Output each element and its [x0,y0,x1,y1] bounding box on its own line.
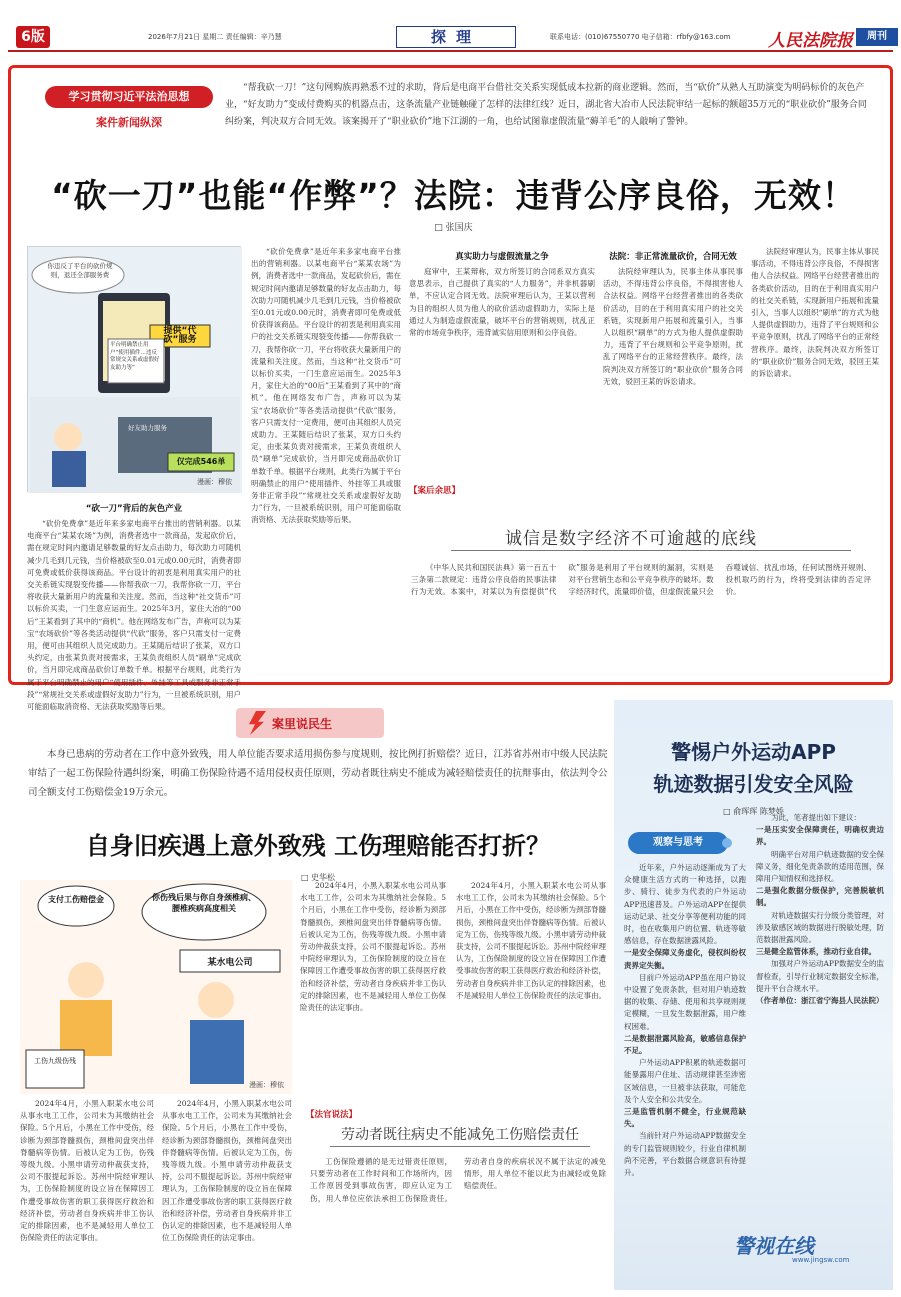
article-headline: “砍一刀”也能“作弊”？法院：违背公序良俗，无效！ [51,176,856,215]
section-body-1: “砍价免费拿”是近年来多家电商平台推出的营销利器。以某电商平台“某某农场”为例，消费者选中一款商品，发起砍价后，需在规定时间内邀请足够数量的好友点击助力，每次助力可随机减少几毛到几元钱，当价格被砍至0.01元或0.00元时，消费者即可免费或低价获得该商品。平台设计的初衷是利用真实用户的社交关系链实现裂变传播——你帮我砍一刀，我帮你砍一刀，平台将收获大量新用户的流量和关注度。然而，当这种“社交货币”可以标价买卖，一门生意应运而生。2025年3月，家住大冶的“00后”王某看到了其中的“商机”。他在网络发布广告，声称可以为某宝“农场砍价”等各类活动提供“代砍”服务，客户只需支付一定费用，便可由其组织人员完成助力。王某随后结识了张某，双方口头约定，由张某负责对接需求，王某负责组织人员“刷单”完成砍价，当月即完成商品砍价订单数千单。根据平台规则，此类行为属于平台明确禁止的用户“使用插件、外挂等工具或服务非正常手段”“常规社交关系或虚假好友助力”行为，一旦被系统识别，用户可能面临取消资格、无法获取奖励等后果。 [27,519,242,712]
section-title-3: 法院：非正常流量砍价，合同无效 [609,252,737,262]
case-column-4 [162,1098,292,1290]
law-body [310,1156,606,1290]
law-text: 工伤保险遵循的是无过错责任原则，只要劳动者在工作时间和工作场所内，因工作原因受到事故伤害，即应认定为工伤，用人单位应依法承担工伤保险责任。劳动者自身的疾病状况不属于法定的减免情形，用人单位不能以此为由减轻或免除赔偿责任。 [310,1157,606,1203]
column-tag [45,86,213,130]
section-title-2: 真实助力与虚假流量之争 [455,252,549,262]
case-column-3 [20,1098,154,1290]
section-body-3: 法院经审理认为，民事主体从事民事活动，不得违背公序良俗，不得损害他人合法权益。网络平台经营者推出的各类砍价活动，目的在于利用真实用户的社交关系链，实现新用户拓展和流量引入，当事人以组织“刷单”的方式为他人提供虚假助力，违背了平台规则和公平竞争原则，扰乱了网络平台的正常经营秩序。最终，法院判决双方所签订的“职业砍价”服务合同无效，驳回王某的诉讼请求。 [603,267,743,386]
brand-logo: 人民法院报 [768,31,853,51]
contact-line: 联系电话：(010)67550770 电子信箱：rfbfy@163.com [550,33,731,41]
speech-bubble-company: 你伤残后果与你自身颈椎病、腰椎疾病高度相关 [152,893,256,913]
platform-agreement-note: 平台明确禁止用户“使用插件…违反常规交关系或虚假好友助力等” [110,342,160,371]
right-headline-line1: 警惕户外运动APP [671,740,836,764]
law-tag: 【法官说法】 [306,1110,358,1120]
right-byline: □ 俞珲珲 陈梦娇 [723,807,784,816]
text-column-4 [603,246,743,508]
site-watermark: 警视在线 [734,1234,814,1258]
right-suggest-2-title: 二是强化数据分级保护，完善脱敏机制。 [756,886,884,908]
observe-tag [628,832,748,854]
article-byline: □ 张国庆 [434,223,473,233]
sign-provide-service: 提供“代砍”服务 [163,326,197,345]
right-point-3-text: 当前针对户外运动APP数据安全的专门监管规则较少，行业自律机制尚不完善，平台数据合规意识有待提升。 [624,1131,746,1178]
law-tag-wrap [306,1104,386,1120]
lightning-icon [246,711,266,735]
page-number: 6版 [16,26,50,48]
section-body-1b: “砍价免费拿”是近年来多家电商平台推出的营销利器。以某电商平台“某某农场”为例，消费者选中一款商品，发起砍价后，需在规定时间内邀请足够数量的好友点击助力，每次助力可随机减少几毛到几元钱，当价格被砍至0.01元或0.00元时，消费者即可免费或低价获得该商品。平台设计的初衷是利用真实用户的社交关系链实现裂变传播——你帮我砍一刀，我帮你砍一刀，平台将收获大量新用户的流量和关注度。然而，当这种“社交货币”可以标价买卖，一门生意应运而生。2025年3月，家住大冶的“00后”王某看到了其中的“商机”。他在网络发布广告，声称可以为某宝“农场砍价”等各类活动提供“代砍”服务，客户只需支付一定费用，便可由其组织人员完成助力。王某随后结识了张某，双方口头约定，由张某负责对接需求，王某负责组织人员“刷单”完成砍价，当月即完成商品砍价订单数千单。根据平台规则，此类行为属于平台明确禁止的用户“使用插件、外挂等工具或服务非正常手段”“常规社交关系或虚假好友助力”行为，一旦被系统识别，用户可能面临取消资格、无法获取奖励等后果。 [251,247,401,525]
right-intro: 近年来，户外运动逐渐成为了大众健康生活方式的一种选择，以跑步、骑行、徒步为代表的户外运动APP迅速普及。户外运动APP在提供运动记录、社交分享等便利功能的同时，也在收集用户的位置、轨迹等敏感信息，存在数据泄露风险。 [624,863,746,946]
text-column-3 [409,246,595,508]
dot-icon [722,838,732,848]
case-column-tag [236,708,384,738]
company-sign: 某水电公司 [207,958,253,968]
text-column-2 [251,246,401,678]
case-cartoon-caption: 漫画：穆依 [249,1081,284,1089]
helper-service-label: 好友助力服务 [128,424,167,432]
case-cartoon [20,880,292,1094]
text-column-1 [27,498,242,712]
weekly-badge: 周刊 [856,28,898,46]
right-headline-line2: 轨迹数据引发安全风险 [653,772,854,796]
case-headline: 自身旧疾遇上意外致残 工伤理赔能否打折？ [85,832,551,860]
case-body-4: 2024年4月，小黑入职某水电公司从事水电工工作，公司未为其缴纳社会保险。5个月后，小黑在工作中受伤，经诊断为颈部脊髓损伤，颈椎间盘突出伴脊髓病等伤情。后被认定为工伤，伤残等级九级。小黑申请劳动仲裁获支持，公司不服提起诉讼。苏州中院经审理认为，工伤保险制度的设立旨在保障因工作遭受事故伤害的职工获得医疗救治和经济补偿，劳动者自身疾病并非工伤认定的排除因素，也不是减轻用人单位工伤保险责任的法定事由。 [162,1099,292,1243]
cartoon-caption: 漫画：穆依 [197,478,232,486]
speech-bubble-worker: 支付工伤赔偿金 [48,895,104,904]
right-point-2-text: 户外运动APP积累的轨迹数据可能暴露用户住址、活动规律甚至涉密区域信息，一旦被非法获取，可能危及个人安全和公共安全。 [624,1058,746,1104]
column-tag-main: 学习贯彻习近平法治思想 [45,86,213,108]
article-lead: “帮我砍一刀！”这句网购族再熟悉不过的求助，背后是电商平台借社交关系实现低成本拉新的商业逻辑。然而，当“砍价”从熟人互助演变为明码标价的灰色产业，“好友助力”变成付费购买的机器点击，这条流量产业链触碰了怎样的法律红线？近日，湖北省大冶市人民法院审结一起标的额超35万元的“职业砍价”服务合同纠纷案，判决双方合同无效。该案揭开了“职业砍价”地下江湖的一角，也给试图靠虚假流量“薅羊毛”的人敲响了警钟。 [225,83,867,127]
section-title-1: “砍一刀”背后的灰色产业 [85,504,183,514]
column-tag-sub: 案件新闻纵深 [96,116,162,129]
top-article [8,65,893,712]
right-author-note: （作者单位：浙江省宁海县人民法院） [756,996,884,1006]
right-article [614,700,893,1290]
right-suggest-3-title: 三是健全监管体系，推动行业自律。 [756,947,876,957]
case-body-2: 2024年4月，小黑入职某水电公司从事水电工工作，公司未为其缴纳社会保险。5个月后，小黑在工作中受伤，经诊断为颈部脊髓损伤，颈椎间盘突出伴脊髓病等伤情。后被认定为工伤，伤残等级九级。小黑申请劳动仲裁获支持，公司不服提起诉讼。苏州中院经审理认为，工伤保险制度的设立旨在保障因工作遭受事故伤害的职工获得医疗救治和经济补偿，劳动者自身疾病并非工伤认定的排除因素，也不是减轻用人单位工伤保险责任的法定事由。 [456,881,606,1000]
right-column-1 [624,862,746,1222]
comment-body [411,562,871,678]
divider [330,1146,590,1147]
case-column-1 [300,880,446,1116]
section-body-3b: 法院经审理认为，民事主体从事民事活动，不得违背公序良俗，不得损害他人合法权益。网络平台经营者推出的各类砍价活动，目的在于利用真实用户的社交关系链，实现新用户拓展和流量引入，当事人以组织“刷单”的方式为他人提供虚假助力，违背了平台规则和公平竞争原则，扰乱了网络平台的正常经营秩序。最终，法院判决双方所签订的“职业砍价”服务合同无效，驳回王某的诉讼请求。 [751,247,879,379]
right-suggest-1-title: 一是压实安全保障责任，明确权责边界。 [756,825,884,847]
text-column-5 [751,246,879,508]
order-count-label: 仅完成546单 [176,457,226,466]
section-body-2: 庭审中，王某辩称，双方所签订的合同系双方真实意思表示，自己提供了真实的“人力服务”，并非机器刷单，不应认定合同无效。法院审理后认为，王某以营利为目的组织人员为他人的砍价活动虚假助力，实际上是通过人为制造虚假流量，破坏平台的营销规则，扰乱正常的市场竞争秩序，违背诚实信用原则和公序良俗。 [409,267,595,338]
right-point-3-title: 三是监管机制不健全，行业规范缺失。 [624,1107,746,1129]
case-column-label: 案里说民生 [272,717,333,731]
case-lead: 本身已患病的劳动者在工作中意外致残，用人单位能否要求适用损伤参与度规则，按比例打折赔偿？近日，江苏省苏州市中级人民法院审结了一起工伤保险待遇纠纷案，明确工伤保险待遇不适用侵权责任原则，劳动者既往病史不能成为减轻赔偿责任的抗辩事由，依法判令公司全额支付工伤赔偿金19万余元。 [28,749,608,798]
right-point-2-title: 二是数据泄露风险高，敏感信息保护不足。 [624,1033,746,1056]
right-headline [614,736,893,800]
case-column-2 [456,880,606,1116]
date-line: 2026年7月21日 星期二 责任编辑：辛乃慧 [148,33,282,41]
comment-tag: 【案后余思】 [409,486,461,496]
divider [451,550,851,551]
cartoon-illustration [27,246,241,492]
case-body-3: 2024年4月，小黑入职某水电公司从事水电工工作，公司未为其缴纳社会保险。5个月后，小黑在工作中受伤，经诊断为颈部脊髓损伤，颈椎间盘突出伴脊髓病等伤情。后被认定为工伤，伤残等级九级。小黑申请劳动仲裁获支持，公司不服提起诉讼。苏州中院经审理认为，工伤保险制度的设立旨在保障因工作遭受事故伤害的职工获得医疗救治和经济补偿，劳动者自身疾病并非工伤认定的排除因素，也不是减轻用人单位工伤保险责任的法定事由。 [20,1099,154,1243]
law-title: 劳动者既往病史不能减免工伤赔偿责任 [341,1127,579,1143]
case-byline: □ 史华松 [300,873,336,882]
right-suggest-intro: 为此，笔者提出如下建议： [771,813,861,822]
right-suggest-3-text: 加强对户外运动APP数据安全的监督检查，引导行业制定数据安全标准，提升平台合规水平。 [756,959,885,993]
page-header [8,26,893,52]
observe-badge: 观察与思考 [628,832,728,854]
comment-tag-wrap [409,480,595,506]
channel-title: 探理 [396,26,516,48]
speech-bubble-platform: 你违反了平台的砍价规则，退还全部服务费 [47,262,113,279]
site-watermark-url: www.jingsw.com [792,1256,850,1264]
right-column-2 [756,812,884,1222]
case-body-1: 2024年4月，小黑入职某水电公司从事水电工工作，公司未为其缴纳社会保险。5个月后，小黑在工作中受伤，经诊断为颈部脊髓损伤，颈椎间盘突出伴脊髓病等伤情。后被认定为工伤，伤残等级九级。小黑申请劳动仲裁获支持，公司不服提起诉讼。苏州中院经审理认为，工伤保险制度的设立旨在保障因工作遭受事故伤害的职工获得医疗救治和经济补偿，劳动者自身疾病并非工伤认定的排除因素，也不是减轻用人单位工伤保险责任的法定事由。 [300,881,446,1013]
right-point-1-text: 目前户外运动APP虽在用户协议中设置了免责条款，但对用户轨迹数据的收集、存储、使用和共享规则规定模糊，一旦发生数据泄露，用户维权困难。 [624,972,746,1031]
right-point-1-title: 一是安全保障义务虚化，侵权纠纷权责界定失衡。 [624,948,746,970]
comment-title: 诚信是数字经济不可逾越的底线 [505,529,757,549]
injury-sign: 工伤九级伤残 [34,1057,76,1065]
comment-text: 《中华人民共和国民法典》第一百五十三条第二款规定：违背公序良俗的民事法律行为无效。本案中，对某以为有偿提供“代砍”服务是利用了平台规则的漏洞，实则是对平台营销生态和公平竞争秩序的破坏。数字经济时代，流量即价值，但虚假流量只会吞噬诚信、扰乱市场，任何试图绕开规则、投机取巧的行为，终将受到法律的否定评价。 [411,563,871,597]
right-suggest-2-text: 对轨迹数据实行分级分类管理，对涉及敏感区域的数据进行脱敏处理，防范数据泄露风险。 [756,910,884,945]
right-suggest-1-text: 明确平台对用户轨迹数据的安全保障义务，细化免责条款的适用范围，保障用户知情权和选择权。 [756,849,884,884]
